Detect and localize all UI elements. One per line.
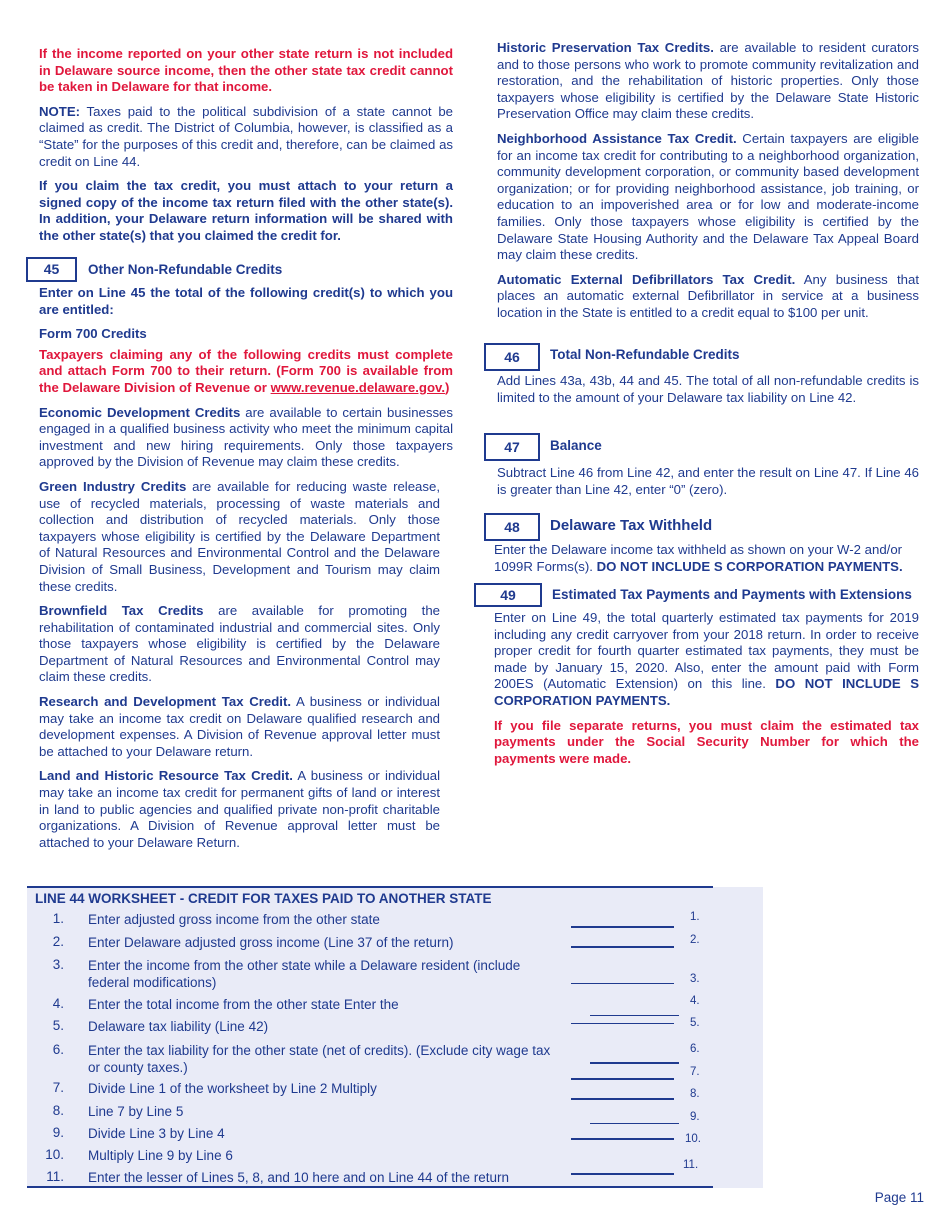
worksheet-row-text: Divide Line 3 by Line 4 — [88, 1126, 225, 1141]
revenue-website-link[interactable]: www.revenue.delaware.gov. — [270, 379, 446, 395]
neighborhood-assistance-credit — [497, 131, 919, 264]
line-45-intro: Enter on Line 45 the total of the following credit(s) to which you are entitled: — [39, 285, 453, 317]
aed-text: Any business that places an automatic external Defibrillator in service at a business location in the State is entitled to a credit equal to $100 per unit. — [497, 271, 919, 320]
line-47-text: Subtract Line 46 from Line 42, and enter the result on Line 47. If Line 46 is greater than Line 42, enter “0” (zero). — [497, 465, 919, 497]
aed-title: Automatic External Defibrillators Tax Credit. — [497, 271, 796, 287]
historic-preservation-title: Historic Preservation Tax Credits. — [497, 40, 714, 55]
worksheet-row-number: 10. — [45, 1147, 64, 1162]
page-number: Page 11 — [874, 1190, 924, 1205]
line-47-box: 47 — [484, 433, 540, 461]
worksheet-row-text: Enter the tax liability for the other state (net of credits). (Exclude city wage tax or county taxes.) — [88, 1043, 551, 1075]
line-45-box: 45 — [26, 257, 77, 282]
worksheet-row-number: 6. — [52, 1042, 64, 1057]
worksheet-row-number: 8. — [52, 1103, 64, 1118]
worksheet-entry-line-7[interactable] — [571, 1078, 674, 1080]
green-industry-text: are available for reducing waste release, use of recycled materials, processing of waste materials and collection and distribution of recycled materials. Only those taxpayers whose eligibility is certified by the Delaware Department of Natural Resources and Environmental Control and the Delaware Division of Small Business, Development and Tourism may claim these credits. — [39, 478, 440, 594]
worksheet-bottom-rule — [27, 1186, 713, 1188]
left-column — [39, 46, 453, 253]
worksheet-entry-line-5[interactable] — [571, 1023, 674, 1024]
economic-development-text: are available to certain businesses engaged in a qualified business activity who meet the minimum capital investment and new hiring requirements. Only those taxpayers approved by the Division of Revenue may claim these credits. — [39, 404, 453, 470]
worksheet-line-ref: 5. — [690, 1017, 700, 1029]
line-48-content — [494, 542, 934, 583]
line-47-content — [497, 465, 919, 506]
line-45-title: Other Non-Refundable Credits — [88, 262, 283, 277]
line-49-content — [494, 610, 919, 775]
line-49-body: Enter on Line 49, the total quarterly estimated tax payments for 2019 including any credit carryover from your 2018 return. In order to receive proper credit for fourth quarter estimated tax payments, they must be made by January 15, 2020. Also, enter the amount paid with Form 200ES (Automatic Extension) on this line. — [494, 610, 919, 692]
line-49-box: 49 — [474, 583, 542, 607]
aed-tax-credit — [497, 272, 919, 322]
line-46-title: Total Non-Refundable Credits — [550, 347, 740, 362]
worksheet-row-text: Multiply Line 9 by Line 6 — [88, 1148, 233, 1163]
line-47-title: Balance — [550, 438, 602, 453]
worksheet-line-ref: 9. — [690, 1111, 700, 1123]
worksheet-row-number: 9. — [52, 1125, 64, 1140]
green-industry-credits — [39, 479, 440, 595]
worksheet-line-ref: 6. — [690, 1043, 700, 1055]
worksheet-title: LINE 44 WORKSHEET - CREDIT FOR TAXES PAID TO ANOTHER STATE — [35, 891, 492, 906]
worksheet-row-number: 5. — [52, 1018, 64, 1033]
worksheet-row-text: Enter the total income from the other state Enter the — [88, 997, 399, 1012]
worksheet-entry-line-4[interactable] — [590, 1015, 679, 1016]
green-industry-title: Green Industry Credits — [39, 478, 187, 494]
worksheet-row-text: Enter the income from the other state while a Delaware resident (include federal modifications) — [88, 958, 521, 990]
brownfield-title: Brownfield Tax Credits — [39, 603, 204, 619]
note-label: NOTE: — [39, 103, 81, 119]
line-48-title: Delaware Tax Withheld — [550, 517, 713, 534]
worksheet-row-number: 1. — [52, 911, 64, 926]
line-46-box: 46 — [484, 343, 540, 371]
worksheet-line-ref: 7. — [690, 1066, 700, 1078]
brownfield-text: are available for promoting the rehabilitation of contaminated industrial and commercial sites. Only those taxpayers whose eligibility is certified by the Delaware Department of Natural Resources and Environmental Control may claim these credits. — [39, 603, 440, 685]
worksheet-entry-line-10[interactable] — [571, 1138, 674, 1140]
worksheet-row-text: Delaware tax liability (Line 42) — [88, 1019, 269, 1034]
line-46-text: Add Lines 43a, 43b, 44 and 45. The total of all non-refundable credits is limited to the amount of your Delaware tax liability on Line 42. — [497, 373, 919, 405]
worksheet-row-text: Enter the lesser of Lines 5, 8, and 10 here and on Line 44 of the return — [88, 1170, 510, 1185]
other-state-income-warning: If the income reported on your other state return is not included in Delaware source income, then the other state tax credit cannot be taken in Delaware for that income. — [39, 46, 453, 95]
worksheet-line-ref: 11. — [683, 1159, 699, 1171]
research-development-text: A business or individual may take an income tax credit on Delaware qualified research and development expenses. A Division of Revenue approval letter must be attached to your Delaware return. — [39, 694, 440, 759]
worksheet-line-ref: 10. — [685, 1133, 701, 1145]
line-44-worksheet — [27, 887, 763, 1188]
worksheet-line-ref: 1. — [690, 911, 700, 923]
worksheet-row-text: Line 7 by Line 5 — [88, 1104, 184, 1119]
worksheet-row-text: Enter Delaware adjusted gross income (Line 37 of the return) — [88, 935, 454, 950]
land-historic-text: A business or individual may take an income tax credit for permanent gifts of land or interest in land to public agencies and qualified private non-profit charitable organizations. A Division of Revenue approval letter must be attached to your Delaware Return. — [39, 768, 440, 850]
worksheet-entry-line-1[interactable] — [571, 926, 674, 928]
form-700-red-text: Taxpayers claiming any of the following credits must complete and attach Form 700 to their return. (Form 700 is available from the Delaware Division of Revenue or — [39, 346, 453, 395]
worksheet-entry-line-3[interactable] — [571, 983, 674, 984]
worksheet-entry-line-6[interactable] — [590, 1062, 679, 1064]
economic-development-title: Economic Development Credits — [39, 404, 241, 420]
line-48-box: 48 — [484, 513, 540, 541]
research-development-title: Research and Development Tax Credit. — [39, 694, 292, 710]
worksheet-row-number: 11. — [46, 1169, 64, 1184]
economic-development-credits — [39, 405, 453, 471]
line-45-content — [39, 285, 453, 859]
research-development-credit — [39, 694, 440, 760]
line-48-bold: DO NOT INCLUDE S CORPORATION PAYMENTS. — [596, 558, 903, 574]
line-46-content — [497, 373, 919, 414]
historic-preservation-credits — [497, 40, 919, 123]
line-49-separate-returns-warning: If you file separate returns, you must claim the estimated tax payments under the Social Security Number for which the payments were made. — [494, 717, 919, 766]
historic-preservation-text: are available to resident curators and to those persons who work to promote community revitalization and restoration, and the rehabilitation of historic properties. Only those taxpayers whose eligibility is certified by the Delaware State Historic Preservation Office may claim these credits. — [497, 40, 919, 122]
brownfield-tax-credits — [39, 603, 440, 686]
note-text: Taxes paid to the political subdivision of a state cannot be claimed as credit. The District of Columbia, however, is classified as a “State” for the purposes of this credit and, therefore, can be claimed as credit on Line 44. — [39, 103, 453, 169]
right-column — [497, 40, 919, 330]
form-700-close: ) — [445, 379, 450, 395]
worksheet-line-ref: 8. — [690, 1088, 700, 1100]
line-48-text — [494, 542, 934, 575]
worksheet-line-ref: 2. — [690, 934, 700, 946]
attach-return-paragraph: If you claim the tax credit, you must attach to your return a signed copy of the income tax return filed with the other state(s). In addition, your Delaware return information will be shared with the other state(s) that you claimed the credit for. — [39, 178, 453, 243]
worksheet-line-ref: 3. — [690, 973, 700, 985]
worksheet-row-text: Enter adjusted gross income from the other state — [88, 912, 380, 927]
land-historic-title: Land and Historic Resource Tax Credit. — [39, 768, 293, 784]
worksheet-line-ref: 4. — [690, 995, 700, 1007]
neighborhood-assistance-title: Neighborhood Assistance Tax Credit. — [497, 130, 737, 146]
line-48-body: Enter the Delaware income tax withheld as shown on your W-2 and/or 1099R Forms(s). — [494, 542, 903, 574]
land-historic-resource-credit — [39, 768, 440, 851]
worksheet-row-number: 4. — [52, 996, 64, 1011]
line-49-text — [494, 610, 919, 710]
worksheet-row-text: Divide Line 1 of the worksheet by Line 2 Multiply — [88, 1081, 377, 1096]
worksheet-entry-line-8[interactable] — [571, 1098, 674, 1100]
worksheet-entry-line-9[interactable] — [590, 1123, 679, 1124]
neighborhood-assistance-text: Certain taxpayers are eligible for an income tax credit for contributing to a neighborhood organization, community development corporation, or community based development organization; or for providing neighborhood assistance, job training, or education to an impoverished area or for low and moderate-income families. Only those taxpayers whose eligibility is certified by the Delaware State Housing Authority and the Delaware Tax Appeal Board may claim these credits. — [497, 130, 919, 263]
form-700-instructions — [39, 347, 453, 397]
worksheet-entry-line-11[interactable] — [571, 1173, 674, 1175]
line-49-bold: DO NOT INCLUDE S CORPORATION PAYMENTS. — [494, 676, 919, 708]
worksheet-row-number: 3. — [52, 957, 64, 972]
worksheet-row-number: 2. — [52, 934, 64, 949]
worksheet-entry-line-2[interactable] — [571, 946, 674, 948]
form-700-title: Form 700 Credits — [39, 326, 147, 342]
note-paragraph — [39, 104, 453, 170]
worksheet-row-number: 7. — [52, 1080, 64, 1095]
line-49-title: Estimated Tax Payments and Payments with Extensions — [552, 587, 912, 602]
worksheet-top-rule — [27, 886, 713, 888]
